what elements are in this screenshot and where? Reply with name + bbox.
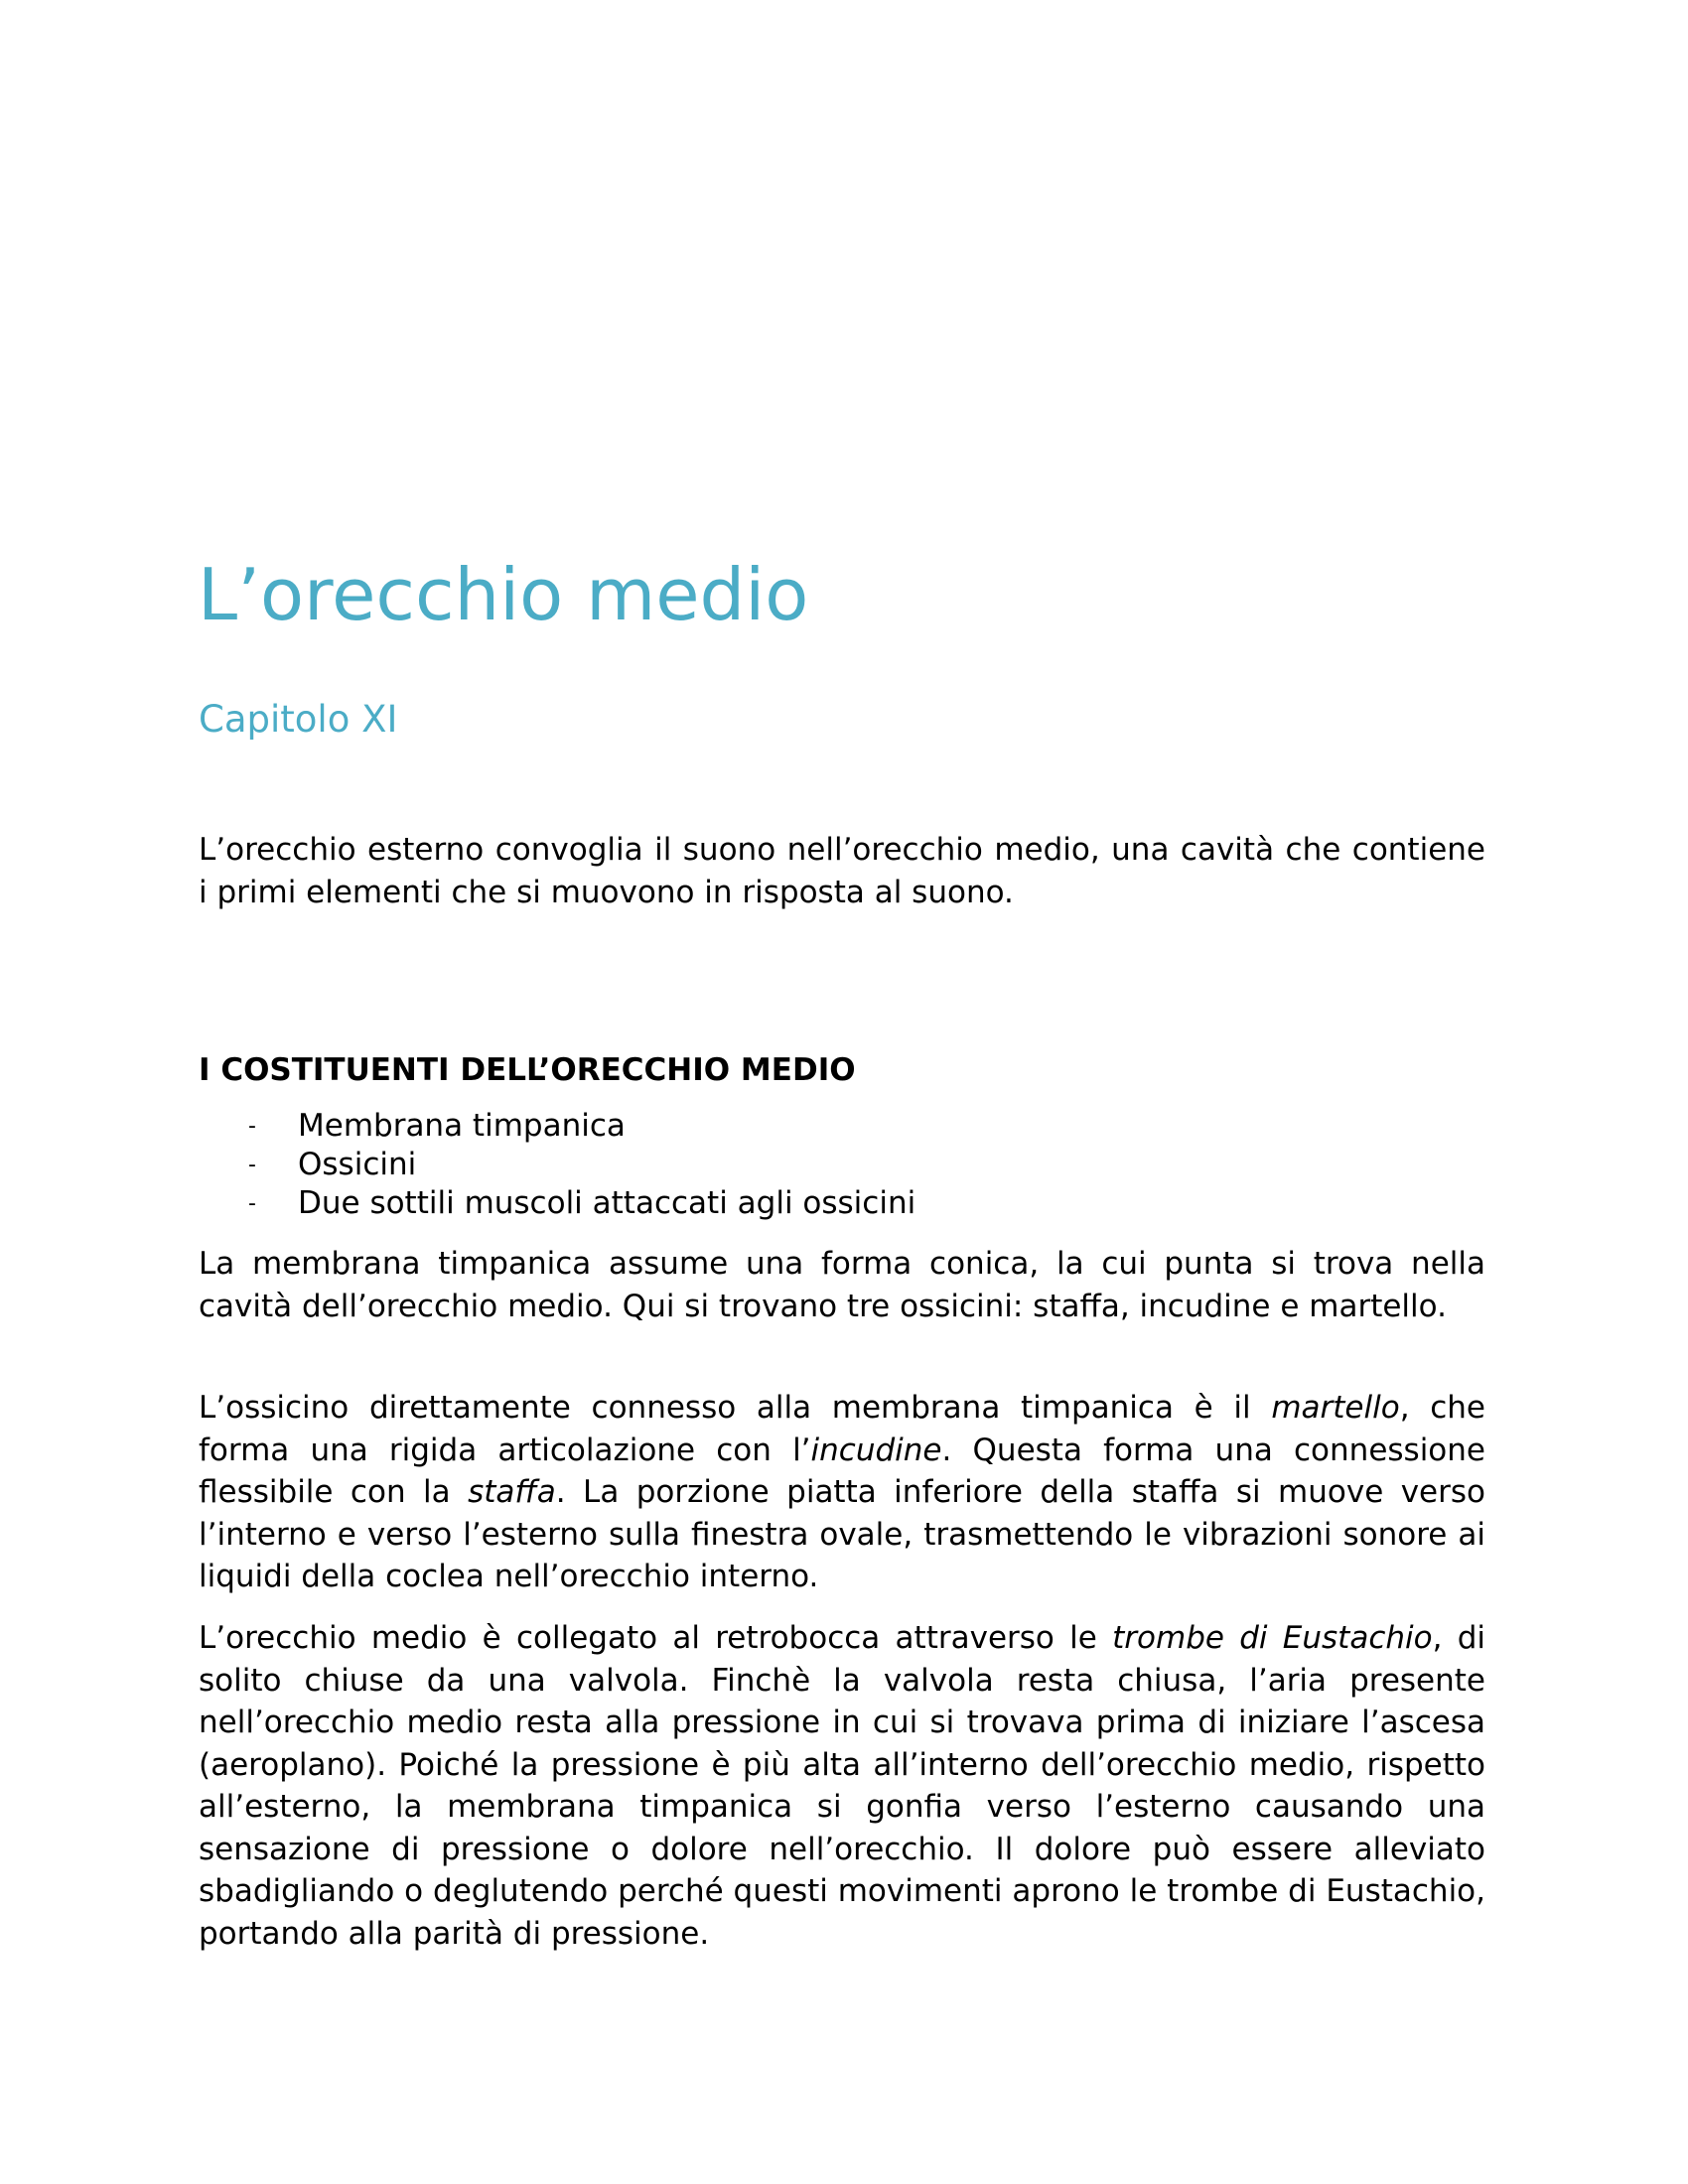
text-run: L’orecchio medio è collegato al retrobocca attraverso le [199, 1620, 1113, 1656]
emphasis-incudine: incudine [810, 1432, 942, 1468]
paragraph-ossicini [199, 1387, 1485, 1598]
text-run: , che forma una rigida articolazione con l’ [199, 1390, 1485, 1468]
list-item-text: Ossicini [298, 1147, 417, 1182]
emphasis-trombe: trombe di Eustachio [1112, 1620, 1433, 1656]
bullet-dash: - [248, 1114, 256, 1139]
text-run: . Questa forma una connessione flessibile con la [199, 1432, 1485, 1510]
list-item-text: Due sottili muscoli attaccati agli ossicini [298, 1185, 916, 1221]
text-run: L’ossicino direttamente connesso alla membrana timpanica è il [199, 1390, 1272, 1426]
list-item [199, 1107, 1485, 1146]
list-item [199, 1184, 1485, 1223]
chapter-subtitle: Capitolo XI [199, 698, 398, 741]
section-heading: I COSTITUENTI DELL’ORECCHIO MEDIO [199, 1052, 856, 1088]
intro-paragraph: L’orecchio esterno convoglia il suono nell’orecchio medio, una cavità che contiene i primi elementi che si muovono in risposta al suono. [199, 832, 1485, 910]
list-item [199, 1146, 1485, 1184]
text-run: . La porzione piatta inferiore della staffa si muove verso l’interno e verso l’esterno sulla finestra ovale, trasmettendo le vibrazioni sonore ai liquidi della coclea nell’orecchio interno. [199, 1474, 1485, 1594]
text-run: , di solito chiuse da una valvola. Finchè la valvola resta chiusa, l’aria presente nell’orecchio medio resta alla pressione in cui si trovava prima di iniziare l’ascesa (aeroplano). Poiché la pressione è più alta all’interno dell’orecchio medio, rispetto all’esterno, la membrana timpanica si gonfia verso l’esterno causando una sensazione di pressione o dolore nell’orecchio. Il dolore può essere alleviato sbadigliando o deglutendo perché questi movimenti aprono le trombe di Eustachio, portando alla parità di pressione. [199, 1620, 1486, 1952]
paragraph-eustachio [199, 1617, 1485, 1955]
emphasis-martello: martello [1271, 1390, 1400, 1426]
emphasis-staffa: staffa [468, 1474, 556, 1510]
page-title: L’orecchio medio [198, 553, 809, 636]
bullet-list [199, 1107, 1485, 1223]
paragraph-membrana: La membrana timpanica assume una forma conica, la cui punta si trova nella cavità dell’orecchio medio. Qui si trovano tre ossicini: staffa, incudine e martello. [199, 1246, 1485, 1324]
list-item-text: Membrana timpanica [298, 1108, 626, 1144]
bullet-dash: - [248, 1153, 256, 1177]
bullet-dash: - [248, 1191, 256, 1216]
